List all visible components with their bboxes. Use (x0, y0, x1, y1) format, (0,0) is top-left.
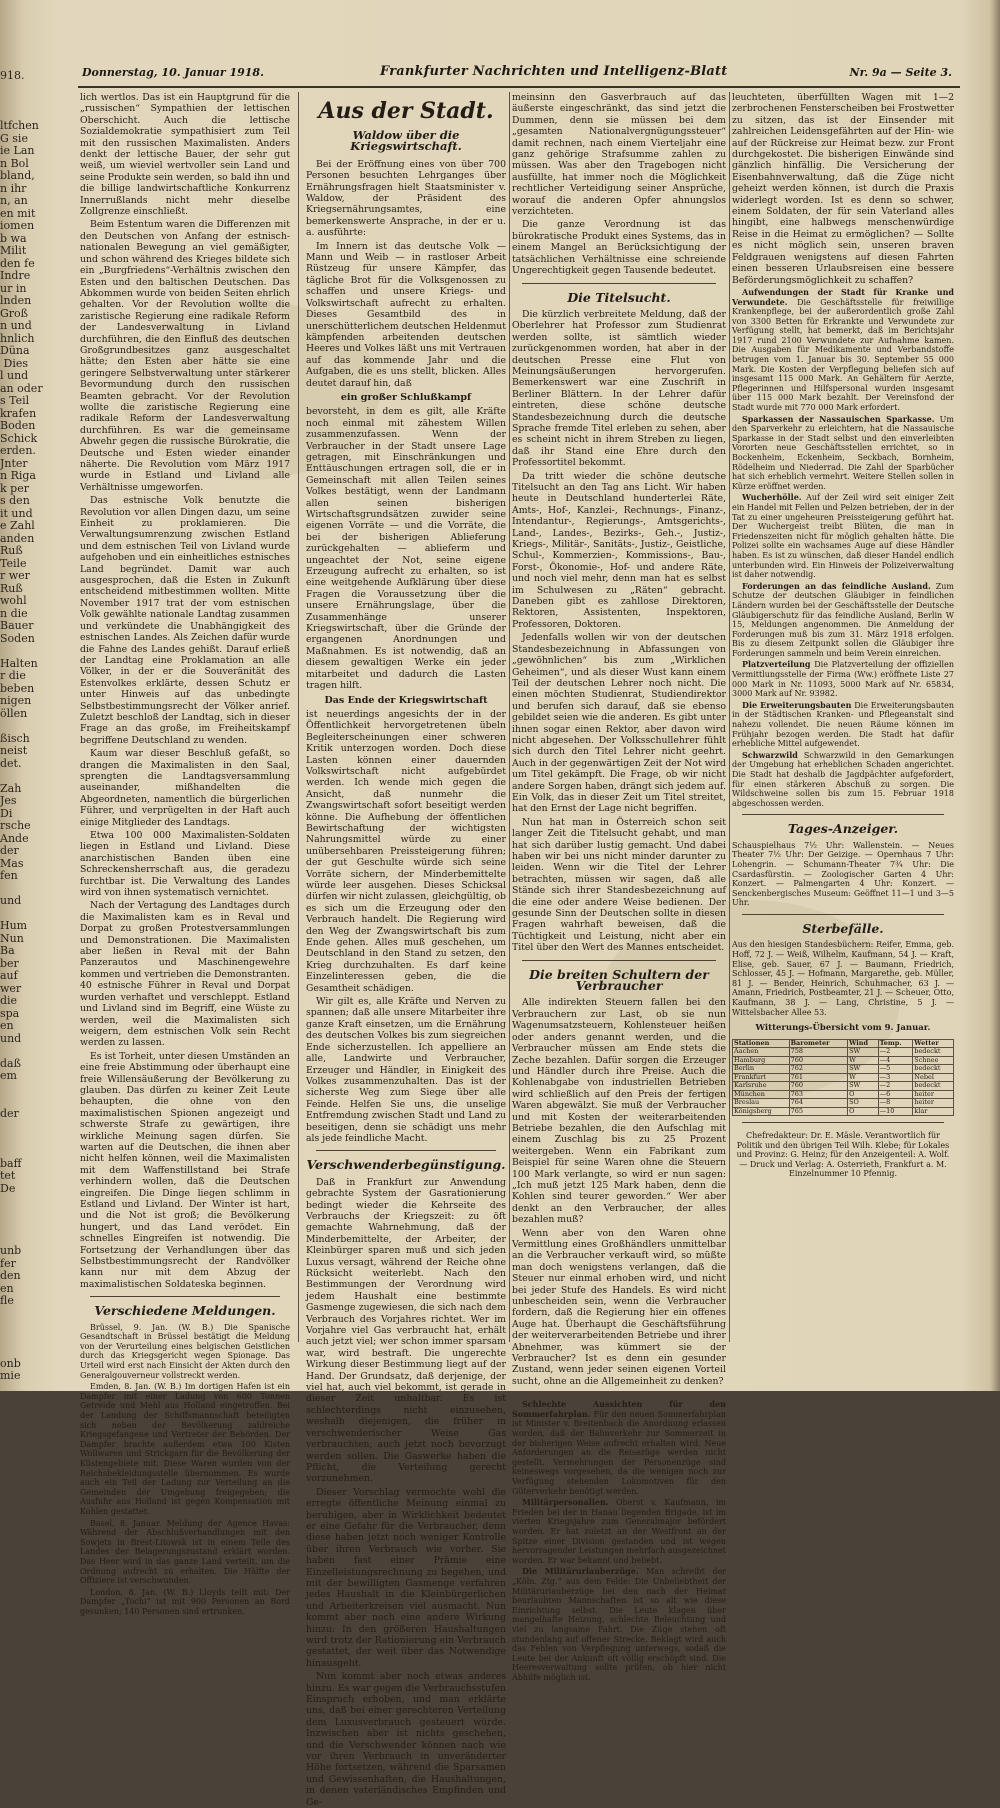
column-divider (729, 92, 730, 1342)
table-header-cell: Wind (848, 1039, 879, 1048)
notice-text: Für den neuen Sommerfahrplan ist Minister v. Breitenbach die Anordnung erlassen worden, daß der Bahnverkehr zur Sommerzeit in der bisherigen Weise aufrecht erhalten wird. Neue Anforderungen an die Reisezüge werden nicht gestellt. Vermehrungen der Personenzüge sind keineswegs vorgesehen, da die wenigen noch zur Verfügung stehenden Lokomotiven für den Güterverkehr benötigt werden. (512, 1409, 726, 1496)
column-2 (306, 92, 506, 1808)
article-headline: Verschwenderbegünstigung. (306, 1157, 506, 1173)
article-paragraph: Bei der Eröffnung eines von über 700 Personen besuchten Lehrganges über Ernährungsfragen hielt Staatsminister v. Waldow, der Präsident des Kriegsernährungsamtes, eine bemerkenswerte Ansprache, in der er u. a. ausführte: (306, 158, 506, 239)
table-cell: —10 (878, 1107, 913, 1116)
notice-text: Zum Schutze der deutschen Gläubiger in feindlichen Ländern wurden bei der Geschäftsstelle der Deutsche Gläubigerschutz für das feindliche Ausland, Berlin W 15, Meldungen angenommen. Die Anmeldung der Forderungen muß bis zum 31. März 1918 erfolgen. Bis zu diesem Zeitpunkt sollen die Gläubiger ihre Forderungen sammeln und beim Verein einreichen. (732, 581, 954, 658)
event-listing: Schauspielhaus 7½ Uhr: Wallenstein. — Neues Theater 7½ Uhr: Der Geizige. — Opernhaus 7 Uhr: Lohengrin. — Schumann-Theater 7¾ Uhr: Die Csardasfürstin. — Zoologischer Garten 4 Uhr: Konzert. — Palmengarten 4 Uhr: Konzert. — Senckenbergisches Museum: Geöffnet 11—1 und 3—5 Uhr. (732, 840, 954, 908)
notice-text: Die Platzverteilung der offiziellen Vermittlungsstelle der Firma (Ww.) eröffnete Liste 27 000 Mark in Nr. 11093, 5000 Mark auf Nr. 65834, 3000 Mark auf Nr. 93982. (732, 660, 954, 699)
table-cell: Frankfurt (733, 1073, 790, 1082)
article-paragraph: Nun kommt aber noch etwas anderes hinzu. Es war gegen die Verbrauchsstufen Einspruch erhoben, und man erklärte uns, daß bei einer gerechteren Verteilung dem Luxusverbrauch gesteuert würde. Inzwischen aber ist nichts geschehen, und die Verschwender können nach wie vor ihren Verbrauch in unveränderter Höhe fortsetzen, während die Sparsamen und Gewissenhaften, die Haushaltungen, in denen vaterländisches Empfinden und Ge- (306, 1671, 506, 1808)
article-paragraph: Beim Estentum waren die Differenzen mit den Deutschen von Anfang der estnisch-nationalen Bewegung an viel gemäßigter, und schon während des Krieges bildete sich ein „Burgfriedens“-Verhältnis zwischen den Esten und den baltischen Deutschen. Das Abkommen wurde von beiden Seiten ehrlich gehalten. Vor der Revolution wollte die zaristische Regierung eine radikale Reform der Landesverwaltung in Livland durchführen, die den Einfluß des deutschen Großgrundbesitzes ganz ausgeschaltet hätte; den Esten aber hätte sie eine geringere Selbstverwaltung unter stärkerer Bevormundung durch den russischen Beamten gebracht. Vor der Revolution wollte die zaristische Regierung eine radikale Reform der Landesverwaltung durchführen. Es war die gemeinsame Abwehr gegen die russische Bürokratie, die Deutsche und Esten wieder einander näherte. Die Revolution vom März 1917 wurde in Estland und Livland alle Verhältnisse umgeworfen. (80, 219, 290, 493)
table-row (733, 1107, 954, 1116)
section-rule (90, 1296, 280, 1297)
article-paragraph: Etwa 100 000 Maximalisten-Soldaten liegen in Estland und Livland. Diese anarchistischen Banden üben eine Schreckensherrschaft aus, die geradezu furchtbar ist. Die Verwaltung des Landes wird von ihnen systematisch vernichtet. (80, 830, 290, 899)
table-cell: Königsberg (733, 1107, 790, 1116)
table-cell: bedeckt (913, 1048, 954, 1057)
article-paragraph: Die ganze Verordnung ist das bürokratische Produkt eines Systems, das in einem Mangel an Berücksichtigung der tatsächlichen Verhältnisse eine schreiende Ungerechtigkeit gegen Tausende bedeutet. (512, 219, 726, 277)
table-cell: W (848, 1056, 879, 1065)
article-paragraph: Da tritt wieder die schöne deutsche Titelsucht an den Tag ans Licht. Wir haben heute in Deutschland hunderterlei Räte, Amts-, Hof-, Kanzlei-, Rechnungs-, Finanz-, Intendantur-, Regierungs-, Amtsgerichts-, Land-, Landes-, Bezirks-, Geh.-, Justiz-, Kriegs-, Militär-, Sanitäts-, Justiz-, Geistliche, Schul-, Kommerzien-, Kommissions-, Bau-, Forst-, Ökonomie-, Hof- und andere Räte, und noch viel mehr, denn man hat es selbst im Schulwesen zu „Räten“ gebracht. Daneben gibt es zahllose Direktoren, Rektoren, Assistenten, Inspektoren, Professoren, Doktoren. (512, 470, 726, 630)
notice-head: Militärpersonalien. (522, 1497, 609, 1508)
table-cell: 760 (789, 1056, 848, 1065)
weather-table-title: Witterungs-Übersicht vom 9. Januar. (755, 1023, 931, 1034)
death-notices: Aus den hiesigen Standesbüchern: Reifer, Emma, geb. Hoff, 72 J. — Weiß, Wilhelm, Kaufmann, 54 J. — Kraft, Elise, geb. Sauer, 67 J. — Baumann, Friedrich, Schlosser, 45 J. — Hofmann, Margarethe, geb. Müller, 81 J. — Bender, Heinrich, Schuhmacher, 63 J. — Amann, Friedrich, Postbeamter, 21 J. — Scheuer, Otto, Kaufmann, 38 J. — Lang, Christine, 5 J. — Wittelsbacher Allee 53. (732, 940, 954, 1017)
column-3 (512, 92, 727, 1682)
article-paragraph: Kaum war dieser Beschluß gefaßt, so drangen die Maximalisten in den Saal, sprengten die Landtagsversammlung auseinander, mißhandelten die Abgeordneten, namentlich die bürgerlichen Führer, und verprügelten in der Haft auch einige Mitglieder des Landtags. (80, 748, 290, 828)
notice-item (732, 751, 954, 809)
table-cell: O (848, 1090, 879, 1099)
article-paragraph: Nach der Vertagung des Landtages durch die Maximalisten kam es in Reval und Dorpat zu großen Protestversammlungen und Demonstrationen. Die Maximalisten aber ließen in Reval mit der Bahn Panzerautos und Maschinengewehre kommen und vertrieben die Demonstranten. 40 estnische Führer in Reval und Dorpat wurden verhaftet und verschleppt. Estland und Livland sind im Begriff, eine Wüste zu werden, weil die Maximalisten sich weigern, dem estnischen Volk sein Recht werden zu lassen. (80, 900, 290, 1049)
notice-text: Die Erweiterungsbauten in der Städtischen Kranken- und Pflegeanstalt sind nahezu vollendet. Die neuen Räume können im Frühjahr bezogen werden. Die Stadt hat dafür erhebliche Mittel aufgewendet. (732, 700, 954, 749)
notice-item (732, 288, 954, 413)
table-cell: heiter (913, 1090, 954, 1099)
table-cell: SW (848, 1082, 879, 1091)
imprint: Chefredakteur: Dr. E. Mäsle. Verantwortlich für Politik und den übrigen Teil Wilh. Klebe; für Lokales und Provinz: G. Heinz; für den Anzeigenteil: A. Wolf. — Druck und Verlag: A. Osterrieth, Frankfurt a. M. Einzelnummer 10 Pfennig. (736, 1131, 950, 1178)
article-paragraph: Jedenfalls wollen wir von der deutschen Standesbezeichnung in Abfassungen von „gewöhnlichen“ bis zum „Wirklichen Geheimen“, und als dieser Wust kann einem Teil der deutschen Lehrer noch nicht. Die einen möchten Studienrat, Studiendirektor und berufen sich darauf, daß sie ebenso gebildet seien wie die anderen. Es gibt unter ihnen sogar einen Rektor, aber davon wird nicht abgesehen. Der Volksschullehrer fühlt sich durch den Titel Lehrer nicht geehrt. Auch in der gegenwärtigen Zeit der Not wird um Titel gekämpft. Die Frage, ob wir nicht andere Sorgen haben, drängt sich jedem auf. Ein Volk, das in dieser Zeit um Titel streitet, hat den Ernst der Lage nicht begriffen. (512, 632, 726, 815)
article-paragraph: Das estnische Volk benutzte die Revolution vor allen Dingen dazu, um seine Einheit zu proklamieren. Die Verwaltungsumrenzung zwischen Estland und dem estnischen Teil von Livland wurde aufgehoben und ein einheitliches estnisches Land begründet. Damit war auch ausgesprochen, daß die Esten in Zukunft entscheidend mitbestimmen wollten. Mitte November 1917 trat der vom estnischen Volk gewählte nationale Landtag zusammen und verkündete die Unabhängigkeit des estnischen Landes. Als Zeichen dafür wurde die Fahne des Landes gehißt. Darauf erließ der Landtag eine Proklamation an alle Völker, in der er die Souveränität des Estenvolkes erklärte, dessen Schutz er unter Hinweis auf das unbedingte Selbstbestimmungsrecht der Völker anrief. Zuletzt beschloß der Landtag, sich in dieser Frage an das große, im Freiheitskampf begriffene Deutschland zu wenden. (80, 495, 290, 746)
header-issue: Nr. 9a — Seite 3. (849, 66, 952, 79)
notice-head: Sparkassen der Nassauischen Sparkasse. (742, 413, 935, 424)
article-paragraph: Alle indirekten Steuern fallen bei den Verbrauchern zur Last, ob sie nun Wagenumsatzsteuern, Kohlensteuer heißen oder anders genannt werden, und die Verbraucher müssen am Ende stets die Zeche bezahlen. Dafür sorgen die Erzeuger und Händler durch ihre Preise. Auch die Kohlenabgabe von industriellen Betrieben wird schließlich auf den Preis der fertigen Waren abgewälzt. Sie muß der Verbraucher und mit Kosten der weiterarbeitenden Betriebe bezahlen, die den Aufschlag mit einem Zuschlag bis zu 25 Prozent weitergeben. Wenn ein Fabrikant zum Beispiel für seine Waren ohne die Steuern 100 Mark verlangte, so wird er nun sagen: „Ich muß jetzt 125 Mark haben, denn die Kohlen sind teurer geworden.“ Wer aber denkt an den Verbraucher, der alles bezahlen muß? (512, 997, 726, 1226)
notice-head: Die Militärurlauberzüge. (522, 1566, 639, 1577)
notice-head: Schlechte Aussichten für den Sommerfahrplan. (512, 1399, 726, 1419)
page-header (82, 62, 952, 86)
table-cell: Hamburg (733, 1056, 790, 1065)
table-cell: —3 (878, 1073, 913, 1082)
table-cell: Nebel (913, 1073, 954, 1082)
table-header-cell: Wetter (913, 1039, 954, 1048)
table-cell: 764 (789, 1099, 848, 1108)
section-rule (742, 914, 944, 915)
table-cell: Berlin (733, 1065, 790, 1074)
article-paragraph: Die kürzlich verbreitete Meldung, daß der Oberlehrer hat Professor zum Studienrat werden sollte, ist sämtlich wieder zurückgenommen worden, hat aber in der deutschen Presse eine Flut von Meinungsäußerungen hervorgerufen. Bemerkenswert war eine Zuschrift in Berliner Blättern. In der Lehrer dafür eintreten, diese schöne deutsche Standesbezeichnung durch die deutsche Sprache fremde Titel erleben zu sehen, aber es scheint nicht in ihrem Streben zu liegen, daß ihr Stand eine Ehre durch den Professortitel bekommt. (512, 308, 726, 469)
table-cell: —4 (878, 1056, 913, 1065)
notice-item (732, 701, 954, 749)
table-cell: Aachen (733, 1048, 790, 1057)
table-header-cell: Temp. (878, 1039, 913, 1048)
table-cell: 762 (789, 1065, 848, 1074)
article-paragraph: ist neuerdings angesichts der in der Öffentlichkeit hervorgetretenen übeln Begleiterscheinungen einer schweren Kritik unterzogen worden. Doch diese Lasten können einer dauernden Volkswirtschaft nicht aufgebürdet werden. Ich wende mich gegen die Ansicht, daß nunmehr die Zwangswirtschaft sofort beseitigt werden könne. Die Aufhebung der öffentlichen Bewirtschaftung der wichtigsten Nahrungsmittel würde zu einer unübersehbaren Preissteigerung führen; der gut Geschulte würde sich seine Vorräte sichern, der Minderbemittelte würde leer ausgehen. Dieses Schicksal dürfen wir nicht zulassen, gleichgültig, ob es sich um die Erzeugung oder den Verbrauch handelt. Die Regierung wird den Weg der Zwangswirtschaft bis zum Ende gehen. Alles muß geschehen, um Deutschland in den Stand zu setzen, den Krieg durchzuhalten. Es darf keine Einzelinteressen geben, die die Gesamtheit schädigen. (306, 708, 506, 994)
notice-head: Schwarzwild (742, 749, 798, 760)
notice-head: Wucherhölle. (742, 492, 802, 503)
section-heading: Sterbefälle. (802, 920, 884, 936)
table-row (733, 1099, 954, 1108)
article-headline: Waldow über die Kriegswirtschaft. (350, 128, 462, 154)
left-page-fragment: 918. ltfchen G sie ie Lan n Bol bland, n ihr n, an en mit iomen b wa Milit den fe Indre ur in lnden Groß n und hnlich Düna Dies l und an oder s Teil krafen Boden Schick erden. Jnter n Riga k per s den it und e Zahl anden Ruß Teile r wer Ruß wohl n die Bauer Soden Halten r die beben nigen öllen ßisch neist det. Zah Jes Di rsche Ande der Mas fen und Hum Nun Ba ber auf wer die spa en und daß em der baff tet De unb fer den en fle onb mie (0, 69, 43, 1382)
table-cell: Breslau (733, 1099, 790, 1108)
notice-text: Man schreibt der „Köln. Ztg.“ aus dem Felde: Die Unbeliebtheit der Militärurlauberzüge bei den nach der Heimat beurlaubten Mannschaften ist so alt wie diese Einrichtung selbst. Die Leute klagen über mangelhafte Heizung, schlechte Beleuchtung und viel zu langsame Fahrt. Die Züge stehen oft stundenlang auf offener Strecke. Beklagt wird auch das Fehlen von Verpflegung unterwegs, sodaß die Leute bei der Ankunft oft völlig erschöpft sind. Die Heeresverwaltung sollte prüfen, ob hier nicht Abhilfe möglich ist. (512, 1567, 727, 1682)
table-cell: 761 (789, 1073, 848, 1082)
table-row (733, 1082, 954, 1091)
table-cell: 763 (789, 1090, 848, 1099)
notice-item (512, 1400, 726, 1496)
notice-item (732, 415, 954, 492)
column-1 (80, 92, 290, 1616)
header-rule (78, 86, 960, 88)
column-divider (298, 92, 299, 1342)
section-rule (522, 960, 716, 961)
notice-item (732, 582, 954, 659)
article-paragraph: Wenn aber von den Waren ohne Vermittlung eines Großhändlers unmittelbar an die Verbraucher verkauft wird, so müßte man doch wenigstens verlangen, daß die Steuer nur einmal erhoben wird, und nicht bei jeder Stufe des Handels. Es wird nicht unbescheiden sein, wenn die Verbraucher fordern, daß die Regierung hier ein offenes Auge hat. Überhaupt die Geschäftsführung der weiterverarbeitenden Betriebe und ihrer Abnehmer, was kümmert sie der Verbraucher? Ist es denn ein gesunder Zustand, wenn jeder seinen eigenen Vorteil sucht, ohne an die Allgemeinheit zu denken? (512, 1227, 726, 1387)
section-heading: Tages-Anzeiger. (787, 821, 899, 837)
section-rule (316, 1150, 496, 1151)
table-cell: —5 (878, 1065, 913, 1074)
article-paragraph: bevorsteht, in dem es gilt, alle Kräfte noch einmal mit zähestem Willen zusammenzufassen. Wenn der Verbraucher in der Stadt unsere Lage getragen, mit Einschränkungen und Enttäuschungen ertragen soll, die er in Gemeinschaft mit allen Teilen seines Volkes bestätigt, wenn der Landmann allen seinen bisherigen Wirtschaftsgrundsätzen zuwider seine eigenen Vorräte — und die Vorräte, die bei der bisherigen Ablieferung zurückgehalten — ablieferm und ungeachtet der Not, seine eigene Erzeugung aufrecht zu erhalten, so ist eine weitgehende Aufklärung über diese Fragen die Voraussetzung über die unsere Ernährungslage, über die Zusammenhänge unserer Kriegswirtschaft, über die Gründe der ergangenen Anordnungen und Maßnahmen. Es ist notwendig, daß an diesem gewaltigen Werke ein jeder mitarbeitet und dadurch die Lasten tragen hilft. (306, 406, 506, 692)
notice-item (512, 1567, 726, 1682)
notice-head: Platzverteilung (742, 659, 811, 670)
table-cell: SO (848, 1099, 879, 1108)
section-rule (742, 814, 944, 815)
header-paper-name: Frankfurter Nachrichten und Intelligenz-Blatt (380, 64, 728, 79)
table-cell: bedeckt (913, 1082, 954, 1091)
table-cell: Schnee (913, 1056, 954, 1065)
notice-head: Forderungen an das feindliche Ausland. (742, 580, 931, 591)
header-date: Donnerstag, 10. Januar 1918. (82, 66, 264, 79)
article-paragraph: leuchteten, überfüllten Wagen mit 1—2 zerbrochenen Fensterscheiben bei Frostwetter zu sitzen, das ist der Einsender mit zahlreichen Leidensgefährten auf der Hin- wie auf der Rückreise zur Heimat bezw. zur Front durchgekostet. Die bisherigen Einwände sind gänzlich hinfällig. Die Versicherung der Eisenbahnverwaltung, daß die Züge nicht geheizt werden können, ist durch die Praxis widerlegt worden. Ist es denn so schwer, einem Soldaten, der für sein Vaterland alles hingibt, eine halbwegs menschenwürdige Reise in die Heimat zu ermöglichen? — Sollte es nicht möglich sein, unseren braven Feldgrauen wenigstens auf diesen Fahrten einen besseren Urlaubsreisen eine bessere Beförderungsmöglichkeit zu schaffen? (732, 92, 954, 286)
table-cell: Karlsruhe (733, 1082, 790, 1091)
notice-head: Aufwendungen der Stadt für Kranke und Verwundete. (732, 286, 954, 307)
notice-item (732, 660, 954, 698)
table-cell: —2 (878, 1048, 913, 1057)
weather-table (732, 1039, 954, 1117)
table-cell: —6 (878, 1090, 913, 1099)
table-cell: bedeckt (913, 1065, 954, 1074)
article-paragraph: Wir gilt es, alle Kräfte und Nerven zu spannen; daß alle unsere Mitarbeiter ihre ganze Kraft einsetzen, um die Ernährung des deutschen Volkes bis zum siegreichen Ende sicherzustellen. Ich appelliere an alle, Landwirte und Verbraucher, Erzeuger und Händler, in Einigkeit des Volkes zusammenzuhalten. Das ist der sicherste Weg zum Siege über alle Feinde. Helfen Sie uns, die unselige Entfremdung zwischen Stadt und Land zu beseitigen, denn sie schädigt uns mehr als jede feindliche Macht. (306, 996, 506, 1144)
table-header-cell: Barometer (789, 1039, 848, 1048)
table-row (733, 1048, 954, 1057)
table-cell: —8 (878, 1099, 913, 1108)
article-paragraph: lich wertlos. Das ist ein Hauptgrund für die „russischen“ Sympathien der lettischen Oberschicht. Auch die lettische Sozialdemokratie sympathisiert zum Teil mit den russischen Maximalisten. Anders denkt der lettische Bauer, der sehr gut weiß, um wieviel wertvoller sein Land und seine Produkte sein werden, so bald ihn und die billige landwirtschaftliche Konkurrenz Innerrußlands nicht mehr dieselbe Zollgrenze einschließt. (80, 92, 290, 218)
table-cell: O (848, 1107, 879, 1116)
article-headline: Die Titelsucht. (567, 289, 671, 305)
table-row (733, 1065, 954, 1074)
table-cell: 765 (789, 1107, 848, 1116)
article-paragraph: Es ist Torheit, unter diesen Umständen an eine freie Abstimmung oder überhaupt eine freie Willensäußerung der Bevölkerung zu glauben. Das dürfen zu keiner Zeit Leute behaupten, die ohne von den maximalistischen Spionen angezeigt und schwerste Strafe zu gewärtigen, ihre wirkliche Meinung sagen dürfen. Sie warten auf die Deutschen, die ihnen aber nicht helfen können, weil die Maximalisten mit dem Waffenstillstand bei Strafe verhindern wollen, daß die Deutschen eingreifen. Die Dinge liegen schlimm in Estland und Livland. Der Winter ist hart, und die Not ist groß; die Bevölkerung hungert, und das Land verödet. Ein schnelles Eingreifen ist notwendig. Die Fortsetzung der Verhandlungen über das Selbstbestimmungsrecht der Randvölker kann nur mit dem Abzug der maximalistischen Soldateska beginnen. (80, 1050, 290, 1290)
table-cell: klar (913, 1107, 954, 1116)
table-cell: München (733, 1090, 790, 1099)
notice-text: Schwarzwild in den Gemarkungen der Umgebung hat erheblichen Schaden angerichtet. Die Stadt hat deshalb die Jagdpächter aufgefordert, für einen stärkeren Abschuß zu sorgen. Die Wildschweine sollen bis zum 15. Februar 1918 abgeschossen werden. (732, 750, 954, 808)
table-cell: SW (848, 1048, 879, 1057)
column-divider (509, 92, 510, 1342)
article-paragraph: Dieser Vorschlag vermochte wohl die erregte öffentliche Meinung einmal zu beruhigen, aber in Wirklichkeit bedeutet er eine Gefahr für die Verbraucher, denn diese haben jetzt noch weniger Kontrolle über ihren Verbrauch wie vorher. Sie haben fast einer Prämie eine Einzelleistungsrechnung zu begehen, und mit der bewilligten Gasmenge verfahren jedes Haushalt in die Kleinbürgerlichen und Arbeiterkreisen viel ausmacht. Nun kommt aber noch eine andere Wirkung hinzu: In den größeren Haushaltungen wird trotz der Rationierung ein Verbrauch gestattet, der weit über das Notwendige hinausgeht. (306, 1486, 506, 1669)
news-item: Basel, 8. Januar. Meldung der Agence Havas: Während der Abschlußverhandlungen mit den Sowjets in Brest-Litowsk ist in einem Teile des Landes der Belagerungszustand erklärt worden. Das Heer wird in das ganze Land verteilt, um die Ordnung aufrecht zu erhalten. Die Hälfte der Offiziere ist verschwunden. (80, 1518, 290, 1586)
notice-text: Die Geschäftsstelle für freiwillige Krankenpflege, bei der außerordentlich große Zahl von 3300 Betten für Erkrankte und Verwundete zur Verfügung stellt, hat bemerkt, daß im Berichtsjahr 1917 rund 2100 Verwundete zur Aufnahme kamen. Die Ausgaben für Medikamente und Verbandstoffe betrugen vom 1. Januar bis 30. September 55 000 Mark. Die Kosten der Verpflegung beliefen sich auf insgesamt 115 000 Mark. An Gehältern für Aerzte, Pflegerinnen und Hilfspersonal wurden insgesamt über 115 000 Mark bezahlt. Der Vereinsfond der Stadt wurde mit 770 000 Mark erfordert. (732, 297, 955, 413)
table-header-cell: Stationen (733, 1039, 790, 1048)
notice-item (512, 1498, 726, 1565)
table-cell: 760 (789, 1082, 848, 1091)
notice-text: Um den Sparverkehr zu erleichtern, hat die Nassauische Sparkasse in der Stadt selbst und den einverleibten Vororten neue Geschäftsstellen errichtet, so in Bockenheim, Eckenheim, Seckbach, Bornheim, Rödelheim und Niederrad. Die Zahl der Sparbücher hat sich erheblich vermehrt. Weitere Stellen sollen in Kürze eröffnet werden. (732, 414, 954, 491)
notice-head: Die Erweiterungsbauten (742, 699, 852, 710)
article-headline: Die breiten Schultern der Verbraucher (529, 966, 709, 994)
section-title-city: Aus der Stadt. (318, 98, 494, 124)
section-heading: Verschiedene Meldungen. (94, 1303, 276, 1319)
notice-item (732, 493, 954, 579)
section-rule (522, 283, 716, 284)
table-cell: —2 (878, 1082, 913, 1091)
column-4 (732, 92, 954, 1347)
table-cell: 758 (789, 1048, 848, 1057)
section-rule (742, 1122, 944, 1123)
notice-text: Auf der Zeil wird seit einiger Zeit ein Handel mit Fellen und Pelzen betrieben, der in der Tat zu einer ungeheuren Preissteigerung geführt hat. Der Wuchergeist treibt Blüten, die man in Friedenszeiten nicht für möglich gehalten hätte. Die Polizei sollte ein wachsames Auge auf diese Händler haben. Es ist zu wünschen, daß dieser Handel endlich unterbunden wird. Ein Hinweis der Polizeiverwaltung ist daher notwendig. (732, 493, 955, 580)
table-cell: W (848, 1073, 879, 1082)
section-rule (522, 1393, 716, 1394)
table-cell: heiter (913, 1099, 954, 1108)
notice-text: Oberst v. Kaufmann, im Frieden bei der in Hanau liegenden Brigade, ist im vierten Kriegsjahre zum Generalmajor befördert worden. Er hat zuletzt an der Westfront an der Spitze einer Division gestanden und ist wegen hervorragender Leistungen mehrfach ausgezeichnet worden. Er war bekannt und beliebt. (512, 1498, 726, 1565)
article-subhead: Das Ende der Kriegswirtschaft (324, 694, 488, 706)
article-paragraph: meinsinn den Gasverbrauch auf das äußerste eingeschränkt, das sind jetzt die Dummen, denn sie müssen bei dem „gesamten Nationalvergnügungssteuer“ damit rechnen, nach einem Vierteljahr eine ganz gehörige Strafsumme zahlen zu müssen. Was aber den Tragebogen nicht ausfüllte, hat immer noch die Möglichkeit rechtlicher Verteidigung seiner Ansprüche, worauf die anderen Opfer ahnungslos verzichteten. (512, 92, 726, 218)
news-item: London, 8. Jan. (W. B.) Lloyds teilt mit: Der Dampfer „Tochi“ ist mit 900 Personen an Bord gesunken; 140 Personen sind ertrunken. (80, 1587, 290, 1616)
table-cell: SW (848, 1065, 879, 1074)
article-paragraph: Im Innern ist das deutsche Volk — Mann und Weib — in rastloser Arbeit Rüstzeug für unsere Kämpfer, das tägliche Brot für die Volksgenossen zu schaffen und unsere Kriegs- und Volkswirtschaft aufrecht zu erhalten. Dieses Gesamtbild des in unerschütterlichem deutschen Heldenmut kämpfenden arbeitenden deutschen Heeres und Volkes läßt uns mit Vertrauen auf das kommende Jahr und die Aufgaben, die es uns stellt, blicken. Alles deutet darauf hin, daß (306, 240, 506, 389)
news-item: Emden, 8. Jan. (W. B.) Im dortigen Hafen ist ein Dampfer mit einer Ladung von 600 Tonnen Getreide und Mehl aus Holland eingetroffen. Bei der Landung der Schiffsmannschaft beteiligten sich neben der Bevölkerung zahlreiche Kriegsgefangene und Vertreter der Behörden. Der Dampfer brachte außerdem etwa 100 Kisten Wollwaren und Strickgarn für die Bevölkerung der Küstengebiete mit. Diese Waren wurden von der Reichsbekleidungsstelle übernommen. Es wurde auch ein Teil der Ladung zur Verteilung an die Gemeinden der Umgebung freigegeben; die Ausfuhr aus Holland ist gegen Kompensation mit Kohlen gestattet. (80, 1382, 290, 1516)
article-subhead: ein großer Schlußkampf (340, 391, 472, 403)
article-paragraph: Nun hat man in Österreich schon seit langer Zeit die Titelsucht gehabt, und man hat sich darüber lustig gemacht. Und dabei haben wir bei uns nicht minder darunter zu leiden. Wenn wir die Titel der Lehrer betrachten, müssen wir sagen, daß alle Stände sich ihrer Standesbezeichnung auf die eine oder andere Weise bedienen. Der gesunde Sinn der Deutschen sollte in diesen Fragen wahrhaft beweisen, daß die Tüchtigkeit und Leistung, nicht aber ein Titel über den Wert des Mannes entscheidet. (512, 816, 726, 954)
news-item: Brüssel, 9. Jan. (W. B.) Die Spanische Gesandtschaft in Brüssel bestätigt die Meldung von der Verurteilung eines belgischen Geistlichen durch das Kriegsgericht wegen Spionage. Das Urteil wird erst nach Einsicht der Akten durch den Generalgouverneur vollstreckt werden. (80, 1322, 290, 1380)
article-paragraph: Daß in Frankfurt zur Anwendung gebrachte System der Gasrationierung bedingt wieder die Kehrseite des Verbrauchs der Kriegszeit: zu öft gemachte Wahrnehmung, daß der Minderbemittelte, der Arbeiter, der Kleinbürger sparen muß und sich jeden Luxus versagt, während der Reiche ohne Rücksicht weiterlebt. Nach den Bestimmungen der Verordnung wird jedem Haushalt eine bestimmte Gasmenge zugewiesen, die sich nach dem Verbrauch des Vorjahres richtet. Wer im Vorjahre viel Gas verbraucht hat, erhält auch jetzt viel; wer schon immer sparsam war, wird bestraft. Die ungerechte Wirkung dieser Bestimmung liegt auf der Hand. Der Grundsatz, daß derjenige, der viel hat, auch viel bekommt, ist gerade in dieser Zeit unhaltbar. Es ist schlechterdings nicht einzusehen, weshalb diejenigen, die früher in verschwenderischer Weise Gas verbrauchten, auch jetzt noch bevorzugt werden sollen. Die Gaswerke haben die Pflicht, die Verteilung gerecht vorzunehmen. (306, 1176, 506, 1485)
